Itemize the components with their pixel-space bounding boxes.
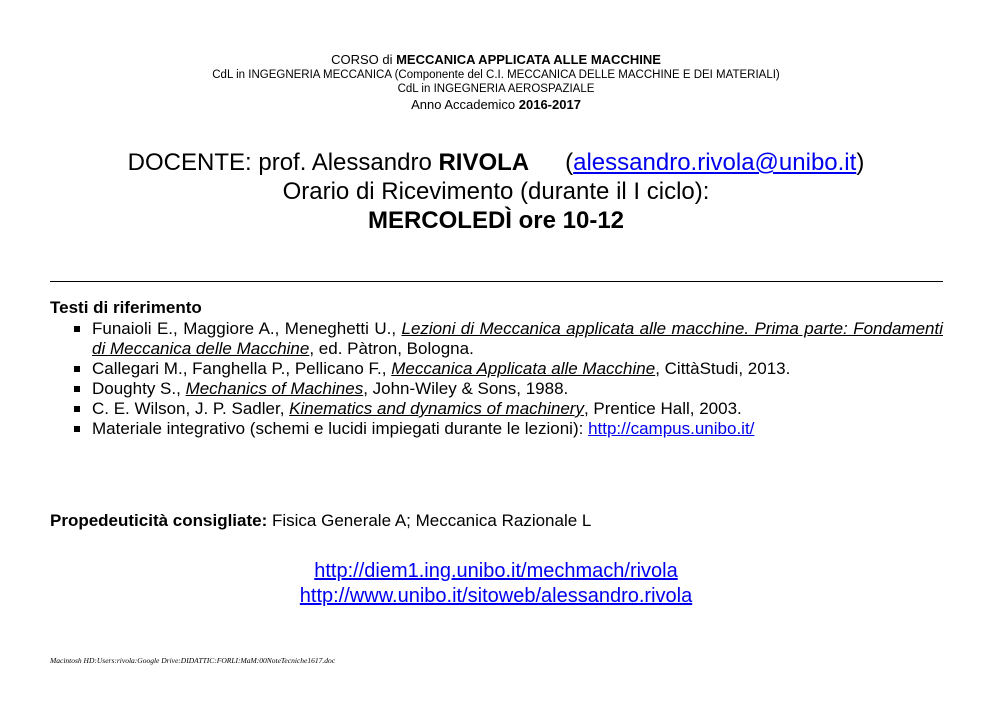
course-name: MECCANICA APPLICATA ALLE MACCHINE [396,52,661,67]
campus-link[interactable]: http://campus.unibo.it/ [588,419,755,438]
list-item: Callegari M., Fanghella P., Pellicano F., Meccanica Applicata alle Macchine, CittàStudi, 2013. [50,359,943,379]
book-title: Meccanica Applicata alle Macchine [391,359,656,378]
unibo-website-link[interactable]: http://www.unibo.it/sitoweb/alessandro.rivola [299,585,693,607]
prerequisites-text: Fisica Generale A; Meccanica Razionale L [267,511,592,530]
list-item: Materiale integrativo (schemi e lucidi impiegati durante le lezioni): http://campus.unibo.it/ [50,419,943,439]
degree-line-mechanical: CdL in INGEGNERIA MECCANICA (Componente del C.I. MECCANICA DELLE MACCHINE E DEI MATERIALI) [212,69,780,81]
degree-line-aerospace: CdL in INGEGNERIA AEROSPAZIALE [397,83,595,95]
docente-surname: RIVOLA [438,149,530,176]
course-header [0,52,992,113]
academic-year: Anno Accademico 2016-2017 [411,97,581,112]
office-hours-label: Orario di Ricevimento (durante il I ciclo): [282,178,710,205]
diem-website-link[interactable]: http://diem1.ing.unibo.it/mechmach/rivola [314,560,678,582]
course-title: CORSO di MECCANICA APPLICATA ALLE MACCHINE [331,52,661,67]
square-bullet-icon [74,386,80,392]
prerequisites [50,511,943,531]
website-links [0,559,992,609]
book-title: Kinematics and dynamics of machinery [289,399,584,418]
docente-block [0,148,992,235]
horizontal-divider [50,281,943,282]
list-item: Doughty S., Mechanics of Machines, John-Wiley & Sons, 1988. [50,379,943,399]
prerequisites-label: Propedeuticità consigliate: [50,511,268,530]
reference-list [50,319,943,439]
reference-texts-title: Testi di riferimento [50,298,202,317]
docente-line: DOCENTE: prof. Alessandro RIVOLA (alessandro.rivola@unibo.it) [127,149,865,176]
academic-year-value: 2016-2017 [518,97,581,112]
reference-texts-section [50,298,943,439]
book-title: Lezioni di Meccanica applicata alle macchine. Prima parte: Fondamenti di Meccanica delle Macchine [92,319,943,358]
list-item: C. E. Wilson, J. P. Sadler, Kinematics and dynamics of machinery, Prentice Hall, 2003. [50,399,943,419]
list-item: Funaioli E., Maggiore A., Meneghetti U., Lezioni di Meccanica applicata alle macchine. Prima parte: Fondamenti di Meccanica delle Macchine, ed. Pàtron, Bologna. [50,319,943,359]
square-bullet-icon [74,426,80,432]
office-hours-schedule: MERCOLEDÌ ore 10-12 [367,207,625,234]
docente-email-link[interactable]: alessandro.rivola@unibo.it [573,149,857,176]
book-title: Mechanics of Machines [185,379,364,398]
file-path-footer: Macintosh HD:Users:rivola:Google Drive:DIDATTIC:FORLI:MaM:00NoteTecniche1617.doc [50,656,336,665]
square-bullet-icon [74,406,80,412]
square-bullet-icon [74,366,80,372]
square-bullet-icon [74,326,80,332]
